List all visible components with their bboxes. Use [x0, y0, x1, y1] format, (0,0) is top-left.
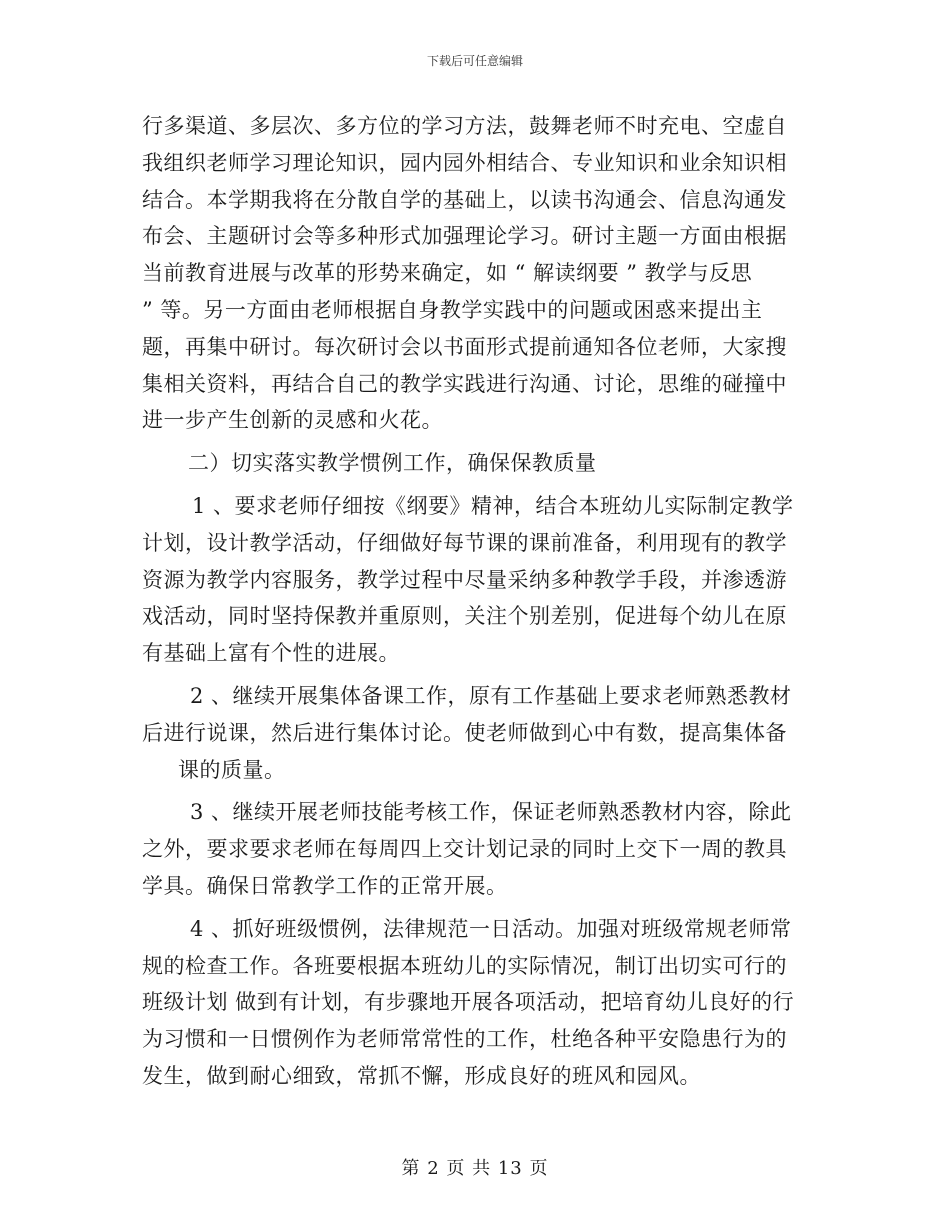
text-line: 戏活动，同时坚持保教并重原则，关注个别差别，促进每个幼儿在原	[142, 604, 787, 629]
text-line: 我组织老师学习理论知识，园内园外相结合、专业知识和业余知识相	[142, 150, 787, 175]
page-footer: 第 2 页 共 13 页	[401, 1158, 549, 1179]
text-line: 行多渠道、多层次、多方位的学习方法，鼓舞老师不时充电、空虚自	[142, 114, 787, 138]
page-header: 下载后可任意编辑	[426, 54, 523, 68]
text-line: 班级计划 做到有计划，有步骤地开展各项活动，把培育幼儿良好的行	[142, 990, 795, 1015]
document-body	[142, 108, 810, 1095]
text-line: 2 、继续开展集体备课工作，原有工作基础上要求老师熟悉教材	[190, 683, 792, 708]
text-line: 布会、主题研讨会等多种形式加强理论学习。研讨主题一方面由根据	[142, 224, 787, 249]
text-line: 二）切实落实教学惯例工作，确保保教质量	[188, 451, 597, 476]
text-line: 1 、要求老师仔细按《纲要》精神，结合本班幼儿实际制定教学	[192, 493, 794, 518]
text-line: 结合。本学期我将在分散自学的基础上，以读书沟通会、信息沟通发	[142, 187, 787, 212]
text-line: 4 、抓好班级惯例，法律规范一日活动。加强对班级常规老师常	[190, 916, 792, 941]
text-line: 当前教育进展与改革的形势来确定，如 “ 解读纲要 ” 教学与反思	[142, 261, 753, 286]
text-line: 题，再集中研讨。每次研讨会以书面形式提前通知各位老师，大家搜	[142, 334, 787, 359]
text-line: 进一步产生创新的灵感和火花。	[142, 408, 443, 433]
text-line: 资源为教学内容服务，教学过程中尽量采纳多种教学手段，并渗透游	[142, 567, 787, 592]
text-line: 为习惯和一日惯例作为老师常常性的工作，杜绝各种平安隐患行为的	[142, 1027, 787, 1052]
text-line: 学具。确保日常教学工作的正常开展。	[142, 873, 508, 898]
text-line: 课的质量。	[178, 757, 286, 782]
text-line: 集相关资料，再结合自己的教学实践进行沟通、讨论，思维的碰撞中	[142, 371, 787, 396]
text-line: 发生，做到耐心细致，常抓不懈，形成良好的班风和园风。	[142, 1063, 701, 1088]
text-line: 后进行说课，然后进行集体讨论。使老师做到心中有数，提高集体备	[142, 720, 787, 745]
text-line: ” 等。另一方面由老师根据自身教学实践中的问题或困惑来提出主	[142, 297, 763, 322]
text-line: 有基础上富有个性的进展。	[142, 641, 400, 666]
text-line: 计划，设计教学活动，仔细做好每节课的课前准备，利用现有的教学	[142, 530, 787, 555]
text-line: 3 、继续开展老师技能考核工作，保证老师熟悉教材内容，除此	[190, 800, 792, 825]
text-line: 之外，要求要求老师在每周四上交计划记录的同时上交下一周的教具	[142, 837, 787, 862]
text-line: 规的检查工作。各班要根据本班幼儿的实际情况，制订出切实可行的	[142, 953, 787, 978]
